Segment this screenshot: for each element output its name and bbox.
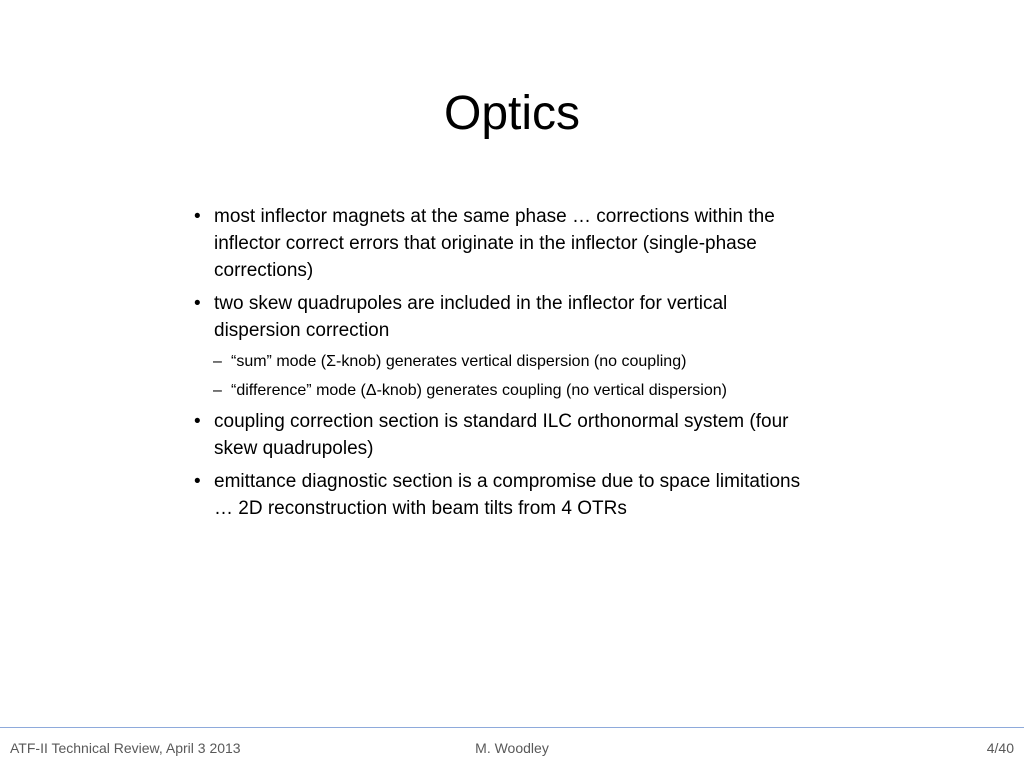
footer-divider <box>0 727 1024 728</box>
bullet-list <box>194 203 816 528</box>
bullet-item <box>194 408 816 462</box>
bullet-text: coupling correction section is standard ILC orthonormal system (four skew quadrupoles) <box>214 411 789 459</box>
bullet-marker: • <box>194 411 201 432</box>
bullet-item <box>194 290 816 344</box>
bullet-item <box>194 203 816 284</box>
footer-author: M. Woodley <box>475 740 549 756</box>
footer-presentation-info: ATF-II Technical Review, April 3 2013 <box>10 740 241 756</box>
bullet-text: two skew quadrupoles are included in the inflector for vertical dispersion correction <box>214 293 728 341</box>
bullet-marker: • <box>194 206 201 227</box>
bullet-item <box>194 468 816 522</box>
dash-marker: – <box>213 353 222 370</box>
dash-marker: – <box>213 382 222 399</box>
bullet-marker: • <box>194 471 201 492</box>
footer-page-number: 4/40 <box>986 740 1014 756</box>
sub-bullet-item <box>194 379 816 402</box>
bullet-text: most inflector magnets at the same phase … corrections within the inflector correct errors that originate in the inflector (single-phase corrections) <box>214 206 775 281</box>
slide-title: Optics <box>443 87 581 140</box>
sub-bullet-text: “sum” mode (Σ-knob) generates vertical dispersion (no coupling) <box>231 353 687 370</box>
sub-bullet-item <box>194 350 816 373</box>
sub-bullet-text: “difference” mode (Δ-knob) generates coupling (no vertical dispersion) <box>231 382 727 399</box>
bullet-marker: • <box>194 293 201 314</box>
bullet-text: emittance diagnostic section is a compromise due to space limitations … 2D reconstruction with beam tilts from 4 OTRs <box>214 471 801 519</box>
